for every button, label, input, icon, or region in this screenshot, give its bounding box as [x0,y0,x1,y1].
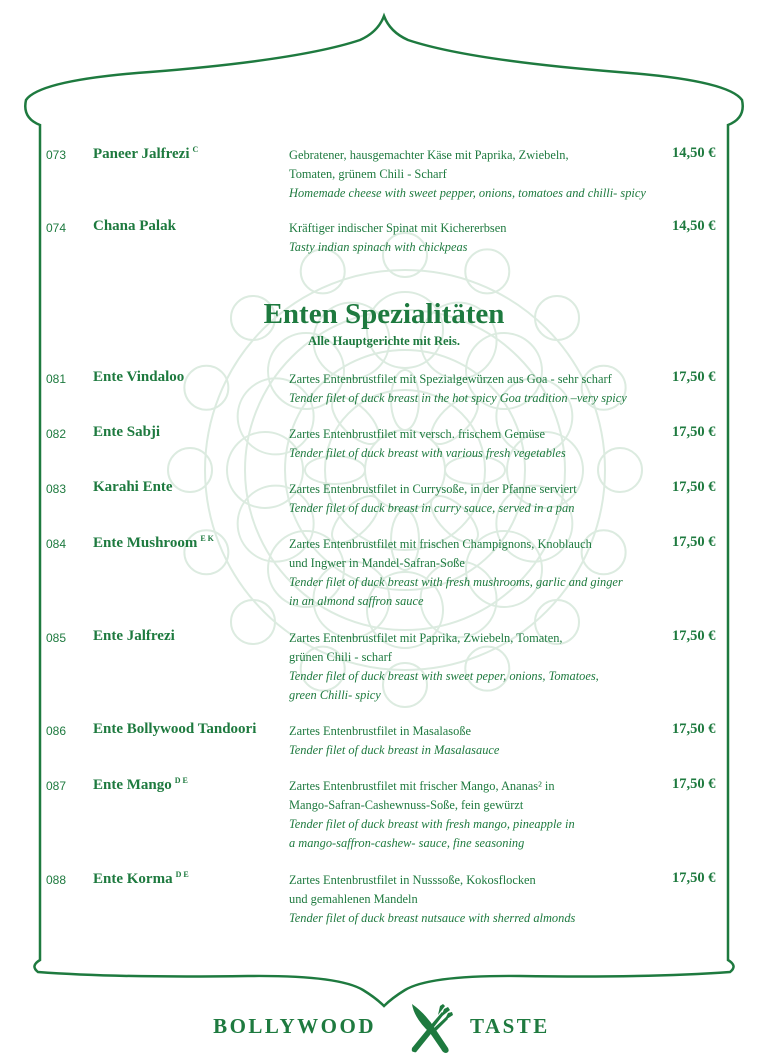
item-description [289,629,669,705]
item-description [289,425,669,463]
description-english: Tender filet of duck breast with fresh mushrooms, garlic and ginger [289,575,623,589]
description-german: grünen Chili - scharf [289,650,392,664]
item-number: 083 [46,482,67,496]
description-english: Tasty indian spinach with chickpeas [289,240,468,254]
description-english: Tender filet of duck breast in curry sauce, served in a pan [289,501,575,515]
description-german: Zartes Entenbrustfilet in Nusssoße, Kokosflocken [289,873,536,887]
description-german: und gemahlenen Mandeln [289,892,418,906]
item-name-text: Ente Sabji [93,424,161,440]
item-name [93,369,184,386]
item-number: 086 [46,724,67,738]
item-description [289,777,669,853]
item-name-text: Ente Mango [93,777,172,793]
description-german: Tomaten, grünem Chili - Scharf [289,167,447,181]
item-name [93,218,176,235]
item-number: 088 [46,873,67,887]
description-english: green Chilli- spicy [289,688,381,702]
item-description [289,370,669,408]
item-name [93,628,175,645]
section-title: Enten Spezialitäten [263,298,505,330]
item-number: 085 [46,631,67,645]
item-name-text: Karahi Ente [93,479,173,495]
description-german: und Ingwer in Mandel-Safran-Soße [289,556,465,570]
allergen-codes: D E [175,870,189,879]
description-english: Tender filet of duck breast in the hot spicy Goa tradition –very spicy [289,391,627,405]
allergen-codes: E K [200,534,214,543]
crossed-fork-knife-icon [400,1000,460,1056]
item-price: 17,50 € [672,369,716,385]
item-price: 14,50 € [672,145,716,161]
description-german: Gebratener, hausgemachter Käse mit Paprika, Zwiebeln, [289,148,569,162]
description-german: Zartes Entenbrustfilet mit frischen Champignons, Knoblauch [289,537,592,551]
description-german: Zartes Entenbrustfilet mit Spezialgewürzen aus Goa - sehr scharf [289,372,612,386]
item-price: 17,50 € [672,776,716,792]
item-name [93,776,188,794]
description-english: Tender filet of duck breast nutsauce with sherred almonds [289,911,576,925]
item-description [289,219,669,257]
item-description [289,480,669,518]
item-price: 14,50 € [672,218,716,234]
item-number: 082 [46,427,67,441]
brand-name-left: BOLLYWOOD [213,1014,376,1038]
item-price: 17,50 € [672,721,716,737]
item-description [289,871,669,928]
item-price: 17,50 € [672,628,716,644]
item-name [93,534,214,552]
item-name [93,424,160,441]
description-german: Kräftiger indischer Spinat mit Kichererbsen [289,221,507,235]
description-english: a mango-saffron-cashew- sauce, fine seasoning [289,836,525,850]
item-name [93,479,173,496]
item-price: 17,50 € [672,424,716,440]
item-name-text: Ente Jalfrezi [93,628,175,644]
item-number: 081 [46,372,67,386]
item-price: 17,50 € [672,479,716,495]
item-name-text: Ente Mushroom [93,535,198,551]
item-price: 17,50 € [672,870,716,886]
description-english: Tender filet of duck breast with fresh mango, pineapple in [289,817,575,831]
item-name-text: Ente Korma [93,871,173,887]
item-name-text: Chana Palak [93,218,176,234]
item-number: 074 [46,221,67,235]
description-german: Zartes Entenbrustfilet mit versch. frischem Gemüse [289,427,545,441]
item-description [289,722,669,760]
item-description [289,146,669,203]
item-name [93,870,189,888]
brand-name-right: TASTE [470,1014,550,1038]
description-english: Tender filet of duck breast in Masalasauce [289,743,500,757]
item-description [289,535,669,611]
item-name [93,721,256,738]
item-number: 073 [46,148,67,162]
item-number: 084 [46,537,67,551]
description-english: in an almond saffron sauce [289,594,424,608]
description-english: Tender filet of duck breast with sweet peper, onions, Tomatoes, [289,669,599,683]
allergen-codes: C [192,145,199,154]
item-name [93,145,198,163]
description-german: Zartes Entenbrustfilet in Currysoße, in der Pfanne serviert [289,482,577,496]
description-german: Zartes Entenbrustfilet mit frischer Mango, Ananas² in [289,779,555,793]
description-english: Homemade cheese with sweet pepper, onions, tomatoes and chilli- spicy [289,186,646,200]
section-subtitle: Alle Hauptgerichte mit Reis. [307,334,461,348]
item-number: 087 [46,779,67,793]
item-name-text: Ente Vindaloo [93,369,185,385]
description-german: Mango-Safran-Cashewnuss-Soße, fein gewürzt [289,798,524,812]
item-price: 17,50 € [672,534,716,550]
allergen-codes: D E [174,776,188,785]
item-name-text: Ente Bollywood Tandoori [93,721,257,737]
brand-footer [0,1000,768,1056]
description-german: Zartes Entenbrustfilet mit Paprika, Zwiebeln, Tomaten, [289,631,563,645]
description-english: Tender filet of duck breast with various fresh vegetables [289,446,566,460]
item-name-text: Paneer Jalfrezi [93,146,190,162]
description-german: Zartes Entenbrustfilet in Masalasoße [289,724,472,738]
